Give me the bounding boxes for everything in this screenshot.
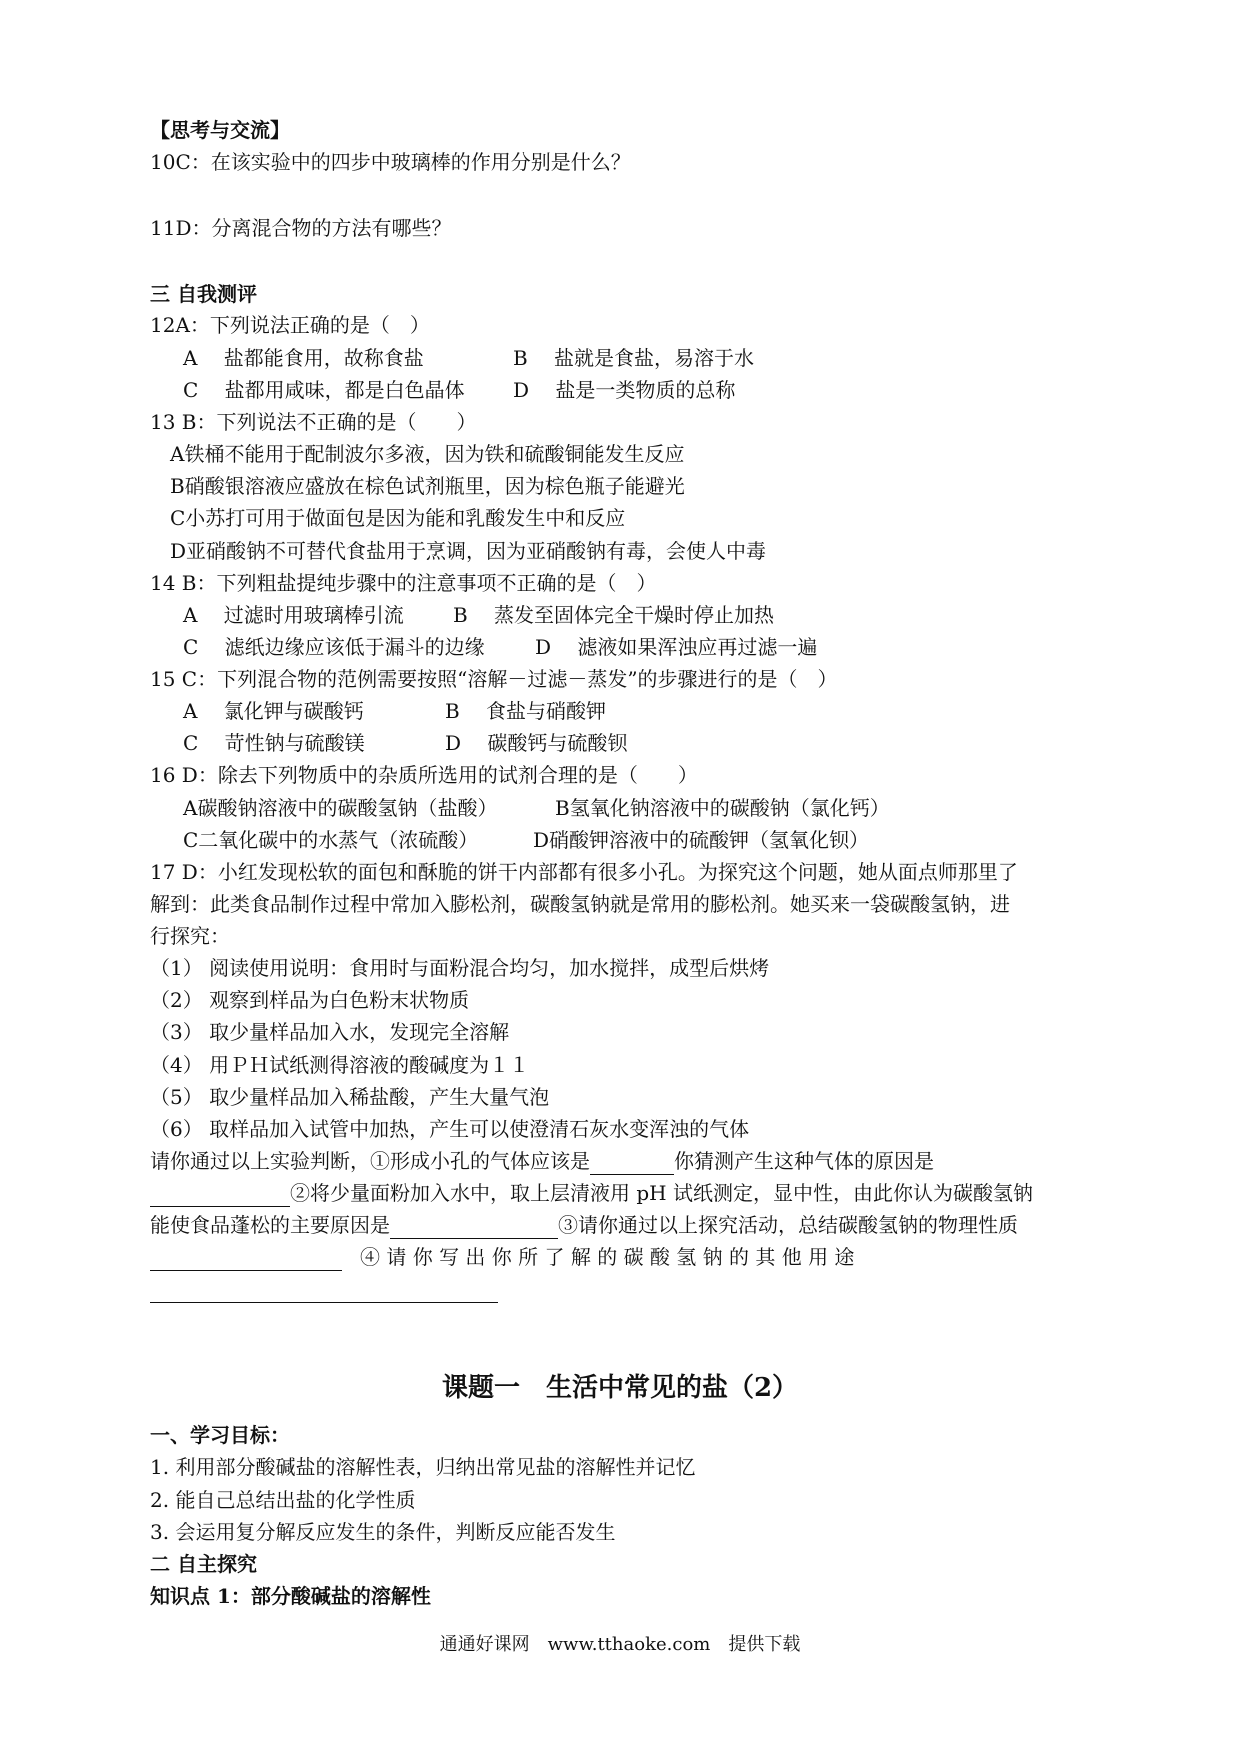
question-11: 11D：分离混合物的方法有哪些？ (150, 216, 452, 240)
q17-fill-2: ②将少量面粉加入水中，取上层清液用 pH 试纸测定，显中性，由此你认为碳酸氢钠 (290, 1181, 1033, 1205)
q17-step-4: （4） 用ＰＨ试纸测得溶液的酸碱度为１１ (150, 1053, 530, 1077)
question-15-stem: 15 C：下列混合物的范例需要按照“溶解－过滤－蒸发”的步骤进行的是（ ） (150, 667, 838, 691)
q14-option-c: C 滤纸边缘应该低于漏斗的边缘 (183, 635, 485, 659)
goal-3: 3. 会运用复分解反应发生的条件，判断反应能否发生 (150, 1520, 616, 1544)
goal-2: 2. 能自己总结出盐的化学性质 (150, 1488, 416, 1512)
q16-option-a: A碳酸钠溶液中的碳酸氢钠（盐酸） (183, 796, 498, 820)
question-16-stem: 16 D：除去下列物质中的杂质所选用的试剂合理的是（ ） (150, 763, 698, 787)
q17-fill-1a: 请你通过以上实验判断，①形成小孔的气体应该是 (150, 1149, 590, 1173)
q12-option-d: D 盐是一类物质的总称 (513, 378, 736, 402)
question-13-stem: 13 B：下列说法不正确的是（ ） (150, 410, 477, 434)
lesson-title: 课题一 生活中常见的盐（2） (441, 1373, 799, 1403)
q17-step-5: （5） 取少量样品加入稀盐酸，产生大量气泡 (150, 1085, 550, 1109)
q17-fill-4: ④ 请 你 写 出 你 所 了 解 的 碳 酸 氢 钠 的 其 他 用 途 (360, 1245, 855, 1269)
q12-option-b: B 盐就是食盐，易溶于水 (513, 346, 755, 370)
q13-option-b: B硝酸银溶液应盛放在棕色试剂瓶里，因为棕色瓶子能避光 (170, 474, 685, 498)
q17-fill-1b: 你猜测产生这种气体的原因是 (674, 1149, 934, 1173)
goal-1: 1. 利用部分酸碱盐的溶解性表，归纳出常见盐的溶解性并记忆 (150, 1455, 696, 1479)
question-15-options-ab (183, 697, 606, 725)
q16-option-d: D硝酸钾溶液中的硫酸钾（氢氧化钡） (533, 828, 870, 852)
q15-option-c: C 苛性钠与硫酸镁 (183, 731, 365, 755)
question-16-options-cd (183, 826, 869, 854)
footer-credit: 通通好课网 www.tthaoke.com 提供下载 (439, 1634, 801, 1655)
q17-step-1: （1） 阅读使用说明：食用时与面粉混合均匀，加水搅拌，成型后烘烤 (150, 956, 770, 980)
question-15-options-cd (183, 729, 627, 757)
answer-blank-5[interactable] (150, 1282, 498, 1303)
q17-fill-line-3 (150, 1211, 1018, 1239)
q12-option-c: C 盐都用咸味，都是白色晶体 (183, 378, 465, 402)
q15-option-b: B 食盐与硝酸钾 (445, 699, 607, 723)
answer-blank-4[interactable] (150, 1250, 342, 1271)
question-14-options-cd (183, 633, 817, 661)
think-heading: 【思考与交流】 (150, 118, 290, 142)
question-17-stem-line-1: 17 D：小红发现松软的面包和酥脆的饼干内部都有很多小孔。为探究这个问题，她从面点师那里了 (150, 860, 1018, 884)
question-10: 10C：在该实验中的四步中玻璃棒的作用分别是什么？ (150, 150, 631, 174)
question-14-stem: 14 B：下列粗盐提纯步骤中的注意事项不正确的是（ ） (150, 571, 657, 595)
self-test-heading: 三 自我测评 (150, 282, 257, 306)
q14-option-a: A 过滤时用玻璃棒引流 (183, 603, 404, 627)
q14-option-d: D 滤液如果浑浊应再过滤一遍 (535, 635, 818, 659)
q15-option-a: A 氯化钾与碳酸钙 (183, 699, 364, 723)
question-12-options-ab (183, 344, 754, 372)
question-17-stem-line-3: 行探究： (150, 924, 230, 948)
q16-option-b: B氢氧化钠溶液中的碳酸钠（氯化钙） (555, 796, 890, 820)
q17-fill-3a: 能使食品蓬松的主要原因是 (150, 1213, 390, 1237)
q17-step-2: （2） 观察到样品为白色粉末状物质 (150, 988, 470, 1012)
q17-fill-line-2 (150, 1179, 1033, 1207)
answer-blank-3[interactable] (390, 1218, 558, 1239)
q13-option-d: D亚硝酸钠不可替代食盐用于烹调，因为亚硝酸钠有毒，会使人中毒 (170, 539, 767, 563)
q17-fill-line-1 (150, 1147, 934, 1175)
explore-heading: 二 自主探究 (150, 1552, 257, 1576)
q12-option-a: A 盐都能食用，故称食盐 (183, 346, 424, 370)
q17-fill-3b: ③请你通过以上探究活动，总结碳酸氢钠的物理性质 (558, 1213, 1018, 1237)
question-14-options-ab (183, 601, 774, 629)
goals-heading: 一、学习目标： (150, 1423, 290, 1447)
question-12-stem: 12A：下列说法正确的是（ ） (150, 313, 430, 337)
q14-option-b: B 蒸发至固体完全干燥时停止加热 (453, 603, 775, 627)
question-16-options-ab (183, 794, 890, 822)
q17-fill-line-5 (150, 1275, 498, 1303)
q17-step-3: （3） 取少量样品加入水，发现完全溶解 (150, 1020, 510, 1044)
q13-option-a: A铁桶不能用于配制波尔多液，因为铁和硫酸铜能发生反应 (170, 442, 685, 466)
q13-option-c: C小苏打可用于做面包是因为能和乳酸发生中和反应 (170, 506, 626, 530)
answer-blank-2[interactable] (150, 1186, 290, 1207)
q17-fill-line-4 (150, 1243, 854, 1271)
knowledge-point-1: 知识点 1：部分酸碱盐的溶解性 (150, 1584, 431, 1608)
q16-option-c: C二氧化碳中的水蒸气（浓硫酸） (183, 828, 479, 852)
q17-step-6: （6） 取样品加入试管中加热，产生可以使澄清石灰水变浑浊的气体 (150, 1117, 750, 1141)
question-17-stem-line-2: 解到：此类食品制作过程中常加入膨松剂，碳酸氢钠就是常用的膨松剂。她买来一袋碳酸氢钠，进 (150, 892, 1010, 916)
q15-option-d: D 碳酸钙与硫酸钡 (445, 731, 628, 755)
question-12-options-cd (183, 376, 735, 404)
answer-blank-1[interactable] (590, 1154, 674, 1175)
